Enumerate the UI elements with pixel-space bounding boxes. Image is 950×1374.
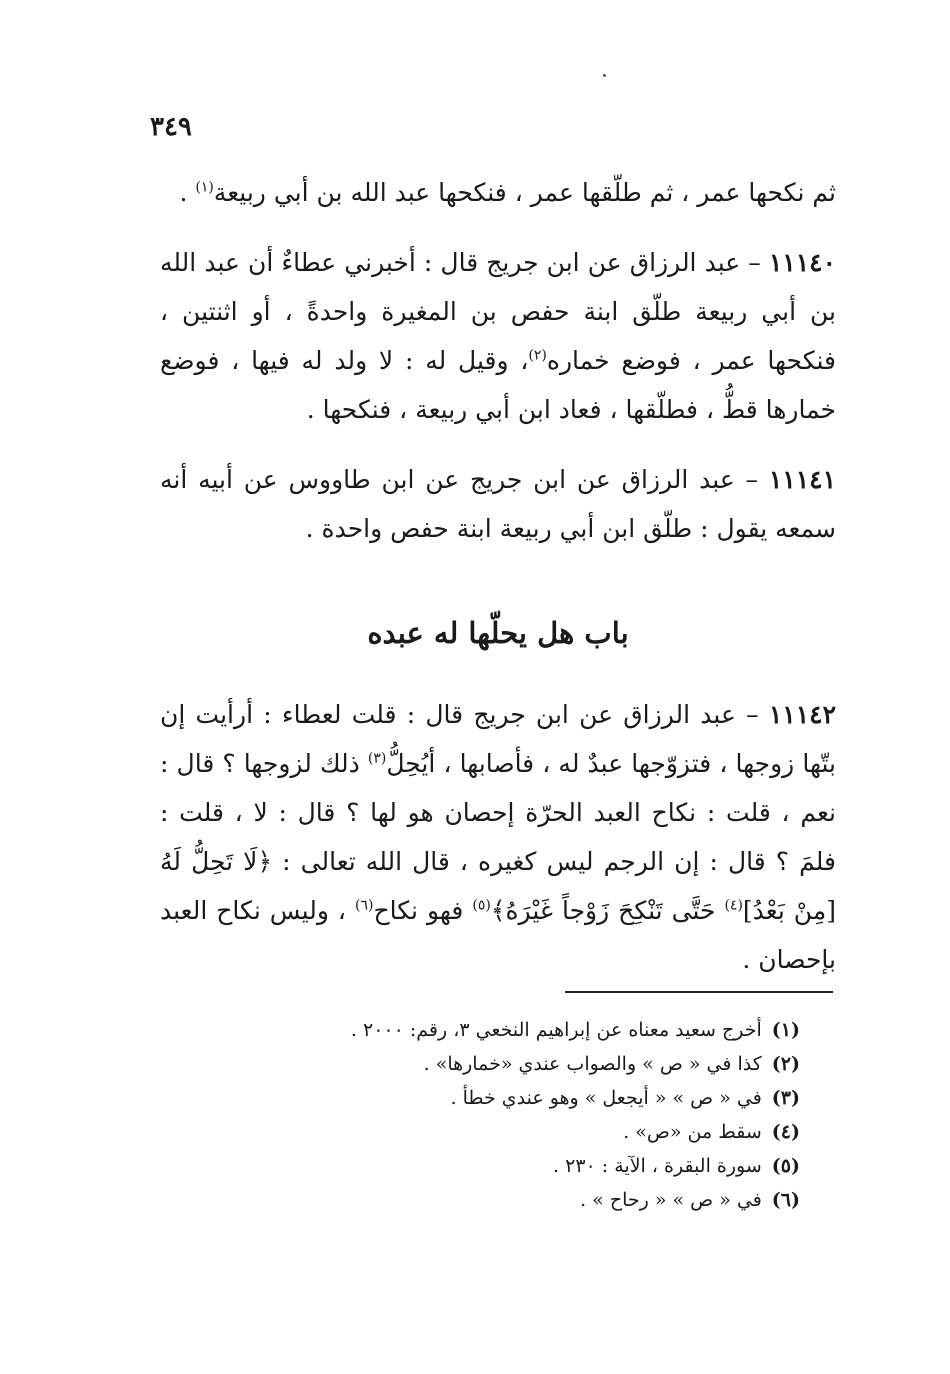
footnote-text: سقط من «ص» . — [623, 1121, 762, 1143]
hadith-number: ١١١٤٢ — [768, 700, 836, 729]
footnote-key: (٥) — [771, 1155, 800, 1177]
chapter-heading: باب هل يحلّها له عبده — [367, 616, 629, 650]
continuation-text: ثم نكحها عمر ، ثم طلّقها عمر ، فنكحها عبد الله بن أبي ربيعة — [213, 178, 836, 207]
footnote-ref-6: (٦) — [354, 897, 374, 914]
page-number: ٣٤٩ — [150, 112, 192, 142]
hadith-text-e: ، وليس نكاح العبد بإحصان . — [160, 896, 836, 974]
footnote-key: (٣) — [771, 1087, 800, 1109]
footnote-6 — [300, 1183, 800, 1217]
footnote-ref-4: (٤) — [724, 897, 743, 914]
footnote-key: (٦) — [771, 1189, 800, 1211]
speck — [603, 74, 606, 77]
hadith-number: ١١١٤٠ — [768, 248, 836, 277]
footnote-text: أخرج سعيد معناه عن إبراهيم النخعي ٣، رقم: ٢٠٠٠ . — [350, 1019, 762, 1041]
hadith-11141 — [160, 455, 836, 553]
footnote-ref-1: (١) — [195, 179, 214, 196]
footnote-2 — [300, 1047, 800, 1081]
hadith-text-c: حَتَّى تَنْكِحَ زَوْجاً غَيْرَهُ﴾ — [490, 896, 725, 925]
footnote-text: سورة البقرة ، الآية : ٢٣٠ . — [553, 1155, 762, 1177]
hadith-text: – عبد الرزاق عن ابن جريج عن ابن طاووس عن أبيه أنه سمعه يقول : طلّق ابن أبي ربيعة ابنة حفص واحدة . — [160, 465, 836, 543]
hadith-text-b: ، وقيل له : لا ولد له فيها ، فوضع خمارها قطُّ ، فطلّقها ، فعاد ابن أبي ربيعة ، فنكحها . — [160, 346, 836, 424]
footnote-key: (٢) — [771, 1053, 800, 1075]
continuation-end: . — [179, 178, 196, 207]
footnote-5 — [300, 1149, 800, 1183]
footnote-text: كذا في « ص » والصواب عندي «خمارها» . — [423, 1053, 762, 1075]
footnote-ref-2: (٢) — [528, 347, 547, 364]
hadith-text-b: ذلك لزوجها ؟ قال : نعم ، قلت : نكاح العبد الحرّة إحصان هو لها ؟ قال : لا ، قلت : فلمَ ؟ قال : إن الرجم ليس كغيره ، قال الله تعالى : ﴿لَا تَحِلُّ لَهُ [مِنْ بَعْدُ] — [160, 749, 836, 925]
footnote-text: في « ص » « أيجعل » وهو عندي خطأ . — [450, 1087, 762, 1109]
hadith-text-a: – عبد الرزاق عن ابن جريج قال : أخبرني عطاءٌ أن عبد الله بن أبي ربيعة طلّق ابنة حفص بن المغيرة واحدةً ، أو اثنتين ، فنكحها عمر ، فوضع خماره — [160, 248, 836, 375]
footnote-key: (١) — [771, 1019, 800, 1041]
footnote-ref-3: (٣) — [367, 750, 387, 767]
hadith-text-d: فهو نكاح — [373, 896, 473, 925]
footnote-4 — [300, 1115, 800, 1149]
continuation-paragraph — [160, 168, 836, 217]
footnote-key: (٤) — [771, 1121, 800, 1143]
footnote-3 — [300, 1081, 800, 1115]
footnote-separator — [565, 991, 833, 993]
hadith-number: ١١١٤١ — [768, 465, 836, 494]
footnote-ref-5: (٥) — [472, 897, 491, 914]
footnote-1 — [300, 1013, 800, 1047]
hadith-11142 — [160, 690, 836, 984]
footnotes — [300, 1013, 800, 1217]
hadith-text-a: – عبد الرزاق عن ابن جريج قال : قلت لعطاء : أرأيت إن بتّها زوجها ، فتزوّجها عبدٌ له ، فأصابها ، أيُحِلُّ — [160, 700, 836, 778]
footnote-text: في « ص » « رحاح » . — [580, 1189, 762, 1211]
hadith-11140 — [160, 238, 836, 434]
